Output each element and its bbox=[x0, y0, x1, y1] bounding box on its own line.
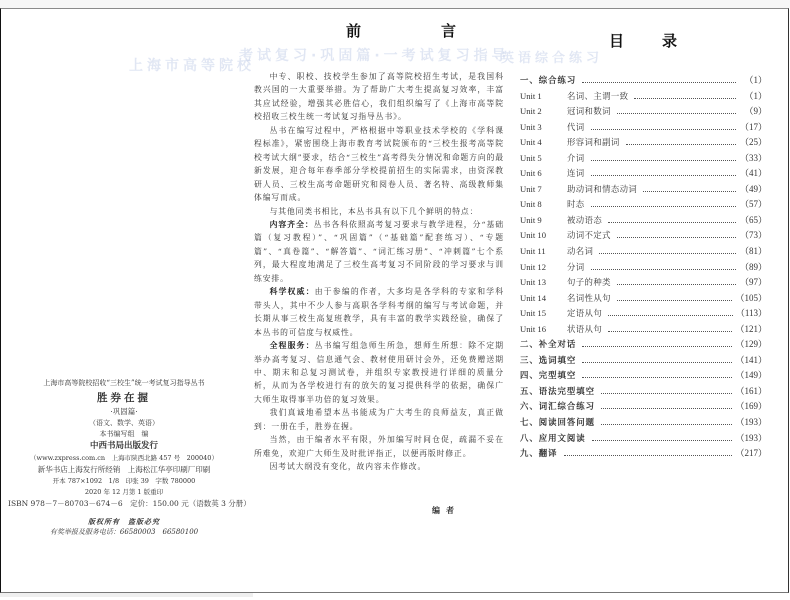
toc-section-entry bbox=[520, 368, 767, 384]
preface-paragraph: 当然，由于编者水平有限，外加编写时间仓促，疏漏不妥在所难免，欢迎广大师生及时批评指正，以便再版时修正。 bbox=[254, 435, 504, 458]
preface-paragraph: 中专、职校、技校学生参加了高等院校招生考试，是我国科教兴国的一大重要举措。为了帮助广大考生提高复习效率，丰富其应试经验，增强其必胜信心，我们组织编写了《上海市高等院校招收三校生统一考试复习指导丛书》。 bbox=[254, 72, 504, 122]
toc-entry-label: 名词性从句 bbox=[567, 292, 611, 303]
toc-section-entry bbox=[520, 337, 767, 353]
toc-page-number: （193） bbox=[735, 432, 767, 443]
toc-page-number: （161） bbox=[735, 385, 767, 396]
subjects: （语文、数学、英语） bbox=[89, 419, 159, 427]
dot-leader bbox=[608, 222, 736, 223]
series-name: 上海市高等院校招收“三校生”统一考试复习指导丛书 bbox=[43, 379, 205, 387]
toc-unit-number: Unit 5 bbox=[520, 152, 542, 163]
isbn-price: ISBN 978－7－80703－674－6 定价：150.00 元（语数英 3 分册） bbox=[8, 499, 251, 508]
toc-unit-entry bbox=[520, 275, 767, 291]
toc-page-number: （9） bbox=[744, 106, 767, 117]
dot-leader bbox=[591, 175, 736, 176]
toc-page-number: （1） bbox=[744, 90, 767, 101]
feature-heading: 科学权威： bbox=[269, 287, 315, 297]
toc-unit-number: Unit 15 bbox=[520, 308, 547, 319]
publisher: 中西书局出版发行 bbox=[89, 441, 158, 451]
toc-page-number: （217） bbox=[735, 448, 767, 459]
preface-title-char: 前 bbox=[346, 22, 362, 40]
toc-entry-label: 三、选词填空 bbox=[520, 354, 577, 365]
preface-signature: 编者 bbox=[432, 505, 460, 515]
dot-leader bbox=[617, 237, 736, 238]
toc-page-number: （33） bbox=[739, 152, 767, 163]
toc-unit-entry bbox=[520, 213, 767, 229]
toc-entry-label: 二、补全对话 bbox=[520, 339, 577, 350]
editor: 本书编写组 编 bbox=[99, 430, 149, 438]
dot-leader bbox=[601, 393, 732, 394]
toc-unit-entry bbox=[520, 89, 767, 105]
toc-page-number: （129） bbox=[735, 339, 767, 350]
toc-entry-label: 分词 bbox=[567, 261, 585, 272]
dot-leader bbox=[626, 144, 736, 145]
distributor-printer: 新华书店上海发行所经销 上海松江华亭印刷厂印刷 bbox=[37, 465, 211, 474]
printing-date: 2020 年 12 月第 1 版重印 bbox=[84, 488, 164, 496]
dot-leader bbox=[582, 82, 736, 83]
preface-paragraph: 内容齐全：丛书各科依照高考复习要求与教学进程，分“基础篇（复习教程）”、“巩固篇”（“基础篇”配套练习）、“专题篇”、“真卷篇”、“解答篇”、“词汇练习册”、“冲刺篇”七个系列，最大程度地满足了三校生高考复习不同阶段的学习要求与训练安排。 bbox=[254, 219, 504, 283]
toc-entry-label: 代词 bbox=[567, 121, 585, 132]
toc-entry-label: 连词 bbox=[567, 168, 585, 179]
book-title: 胜券在握 bbox=[97, 392, 151, 404]
dot-leader bbox=[608, 315, 733, 316]
toc-unit-number: Unit 9 bbox=[520, 214, 542, 225]
toc-section-entry bbox=[520, 415, 767, 431]
toc-entry-label: 九、翻译 bbox=[520, 448, 558, 459]
toc-title bbox=[609, 30, 677, 51]
preface-paragraph: 丛书在编写过程中，严格根据中等职业技术学校的《学科课程标准》，紧密围绕上海市教育考试院颁布的“三校生报考高等院校考试大纲”要求，结合“三校生”高考得失分情况和命题方向的最新发展，迎合每年春季部分学校提前招生的实际需求，由资深教研人员、三校生高考命题研究和阅卷人员、著名特、高级教师集体编写而成。 bbox=[254, 125, 504, 203]
feature-heading: 全程服务： bbox=[269, 341, 315, 351]
toc-entry-label: 介词 bbox=[567, 152, 585, 163]
copyright-notice: 版权所有 盗版必究 bbox=[88, 517, 160, 526]
toc-section-entry bbox=[520, 446, 767, 462]
toc-page-number: （105） bbox=[735, 292, 767, 303]
preface-body bbox=[254, 70, 504, 474]
toc-page-number: （57） bbox=[739, 199, 767, 210]
dot-leader bbox=[591, 160, 736, 161]
preface-paragraph: 因考试大纲没有变化，故内容未作修改。 bbox=[269, 462, 427, 472]
colophon bbox=[6, 378, 251, 538]
toc-unit-entry bbox=[520, 151, 767, 167]
dot-leader bbox=[564, 455, 733, 456]
toc-page-number: （17） bbox=[739, 121, 767, 132]
toc-page-number: （169） bbox=[735, 401, 767, 412]
print-specs: 开本 787×1092 1/8 印张 39 字数 780000 bbox=[52, 477, 196, 485]
dot-leader bbox=[643, 191, 736, 192]
toc-page-number: （149） bbox=[735, 370, 767, 381]
toc-unit-entry bbox=[520, 291, 767, 307]
toc-page-number: （25） bbox=[739, 137, 767, 148]
publisher-address: （www.zxpress.com.cn 上海市陕西北路 457 号 200040） bbox=[30, 454, 218, 462]
toc-page-number: （49） bbox=[739, 183, 767, 194]
preface-paragraph: 科学权威：由于参编的作者，大多均是各学科的专家和学科带头人，其中不少人参与高职各学科考纲的编写与考试命题，并长期从事三校生高复班教学，具有丰富的教学实践经验，确保了本丛书的可信度与权威性。 bbox=[254, 287, 504, 337]
toc-section-entry bbox=[520, 353, 767, 369]
toc-page-number: （121） bbox=[735, 323, 767, 334]
toc-unit-number: Unit 3 bbox=[520, 121, 542, 132]
dot-leader bbox=[591, 129, 736, 130]
dot-leader bbox=[617, 300, 733, 301]
dot-leader bbox=[591, 269, 736, 270]
toc-page-number: （41） bbox=[739, 168, 767, 179]
dot-leader bbox=[582, 362, 732, 363]
bleed-through-text: 英语综合练习 bbox=[501, 51, 604, 66]
toc-entry-label: 动词不定式 bbox=[567, 230, 611, 241]
bottom-margin bbox=[0, 593, 253, 597]
top-margin bbox=[0, 0, 790, 8]
toc-page-number: （65） bbox=[739, 214, 767, 225]
toc-page-number: （97） bbox=[739, 277, 767, 288]
dot-leader bbox=[617, 284, 736, 285]
toc-page-number: （193） bbox=[735, 417, 767, 428]
toc-unit-number: Unit 12 bbox=[520, 261, 547, 272]
toc-unit-entry bbox=[520, 228, 767, 244]
toc-unit-number: Unit 4 bbox=[520, 137, 542, 148]
toc-title-char: 录 bbox=[661, 32, 677, 50]
toc-unit-entry bbox=[520, 135, 767, 151]
toc-unit-entry bbox=[520, 182, 767, 198]
toc-unit-number: Unit 14 bbox=[520, 292, 547, 303]
toc-unit-entry bbox=[520, 322, 767, 338]
toc-unit-entry bbox=[520, 104, 767, 120]
toc-entry-label: 时态 bbox=[567, 199, 585, 210]
toc-unit-number: Unit 11 bbox=[520, 246, 546, 257]
preface-title bbox=[346, 20, 456, 41]
toc-entry-label: 六、词汇综合练习 bbox=[520, 401, 595, 412]
report-phone: 有奖举报及服务电话：66580003 66580100 bbox=[49, 528, 199, 536]
dot-leader bbox=[591, 206, 736, 207]
toc-unit-number: Unit 7 bbox=[520, 183, 542, 194]
toc-entry-label: 状语从句 bbox=[567, 323, 603, 334]
toc-unit-entry bbox=[520, 306, 767, 322]
toc-unit-number: Unit 8 bbox=[520, 199, 542, 210]
toc-title-char: 目 bbox=[609, 32, 625, 50]
preface-paragraph: 与其他同类书相比，本丛书具有以下几个鲜明的特点： bbox=[269, 206, 479, 216]
dot-leader bbox=[601, 424, 732, 425]
toc-entry-label: 动名词 bbox=[567, 246, 594, 257]
toc-unit-number: Unit 16 bbox=[520, 323, 547, 334]
bleed-through-text: 上海市高等院校 bbox=[129, 58, 255, 74]
toc-entry-label: 一、综合练习 bbox=[520, 75, 577, 85]
toc-section-entry bbox=[520, 399, 767, 415]
preface-title-char: 言 bbox=[440, 22, 456, 40]
toc-entry-label: 被动语态 bbox=[567, 214, 603, 225]
toc-entry-label: 四、完型填空 bbox=[520, 370, 577, 381]
toc-entry-label: 五、语法完型填空 bbox=[520, 385, 595, 396]
toc-entry-label: 名词、主谓一致 bbox=[567, 90, 629, 101]
preface-paragraph: 全程服务：丛书编写组急师生所急，想师生所想：除不定期举办高考复习、信息通气会、教材使用研讨会外，还免费赠送期中、期末和总复习测试卷，并组织专家教授进行详细的质量分析，从而为各学校进行有的放矢的复习提供科学的依据，确保广大师生取得事半功倍的复习效果。 bbox=[254, 341, 504, 404]
dot-leader bbox=[634, 98, 736, 99]
volume-name: ·巩固篇· bbox=[110, 407, 138, 416]
toc-unit-entry bbox=[520, 260, 767, 276]
toc-page-number: （73） bbox=[739, 230, 767, 241]
dot-leader bbox=[617, 113, 736, 114]
toc-unit-number: Unit 2 bbox=[520, 106, 542, 117]
toc-entry-label: 助动词和情态动词 bbox=[567, 183, 638, 194]
toc-page-number: （113） bbox=[735, 308, 767, 319]
toc-section-entry bbox=[520, 384, 767, 400]
toc-page-number: （141） bbox=[735, 354, 767, 365]
toc-entry-label: 八、应用文阅读 bbox=[520, 432, 586, 443]
table-of-contents bbox=[520, 73, 767, 462]
toc-unit-entry bbox=[520, 120, 767, 136]
toc-unit-number: Unit 6 bbox=[520, 168, 542, 179]
toc-entry-label: 七、阅读回答问题 bbox=[520, 417, 595, 428]
dot-leader bbox=[582, 346, 732, 347]
dot-leader bbox=[599, 253, 736, 254]
toc-page-number: （1） bbox=[744, 75, 767, 85]
toc-entry-label: 冠词和数词 bbox=[567, 106, 611, 117]
bleed-through-text: 考试复习·巩固篇·一考试复习指导 bbox=[239, 48, 510, 64]
toc-entry-label: 句子的种类 bbox=[567, 277, 611, 288]
dot-leader bbox=[601, 408, 732, 409]
toc-unit-entry bbox=[520, 197, 767, 213]
toc-entry-label: 形容词和副词 bbox=[567, 137, 620, 148]
dot-leader bbox=[592, 440, 733, 441]
dot-leader bbox=[582, 377, 732, 378]
toc-unit-entry bbox=[520, 244, 767, 260]
toc-unit-number: Unit 1 bbox=[520, 90, 542, 101]
toc-unit-entry bbox=[520, 166, 767, 182]
toc-entry-label: 定语从句 bbox=[567, 308, 603, 319]
feature-heading: 内容齐全： bbox=[269, 219, 314, 229]
preface-paragraph: 我们真诚地希望本丛书能成为广大考生的良师益友，真正做到：一册在手，胜券在握。 bbox=[254, 408, 504, 431]
toc-unit-number: Unit 10 bbox=[520, 230, 547, 241]
toc-page-number: （81） bbox=[739, 246, 767, 257]
dot-leader bbox=[608, 331, 732, 332]
toc-page-number: （89） bbox=[739, 261, 767, 272]
toc-section-entry bbox=[520, 73, 767, 89]
toc-unit-number: Unit 13 bbox=[520, 277, 547, 288]
toc-section-entry bbox=[520, 431, 767, 447]
